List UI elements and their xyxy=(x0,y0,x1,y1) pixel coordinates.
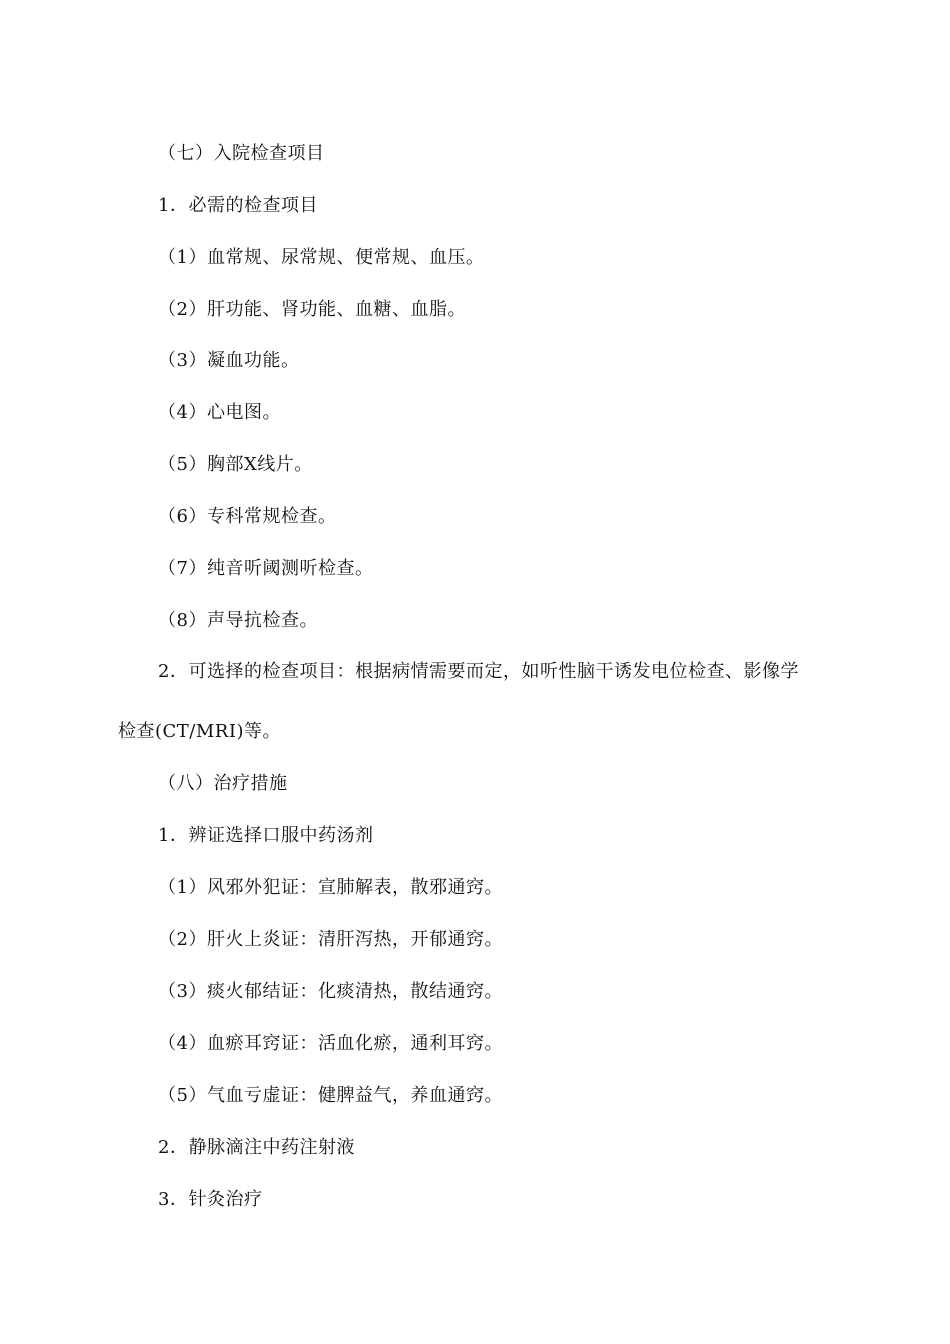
list-item: （5）气血亏虚证：健脾益气，养血通窍。 xyxy=(158,1085,503,1106)
list-item: （2）肝功能、肾功能、血糖、血脂。 xyxy=(158,299,466,320)
list-item: （7）纯音听阈测听检查。 xyxy=(158,558,374,579)
list-item: （5）胸部X线片。 xyxy=(158,454,313,475)
list-item: （4）心电图。 xyxy=(158,402,281,423)
required-tests-heading: 1．必需的检查项目 xyxy=(158,195,318,216)
list-item: （1）血常规、尿常规、便常规、血压。 xyxy=(158,247,485,268)
list-item: （3）凝血功能。 xyxy=(158,350,300,371)
optional-tests-paragraph-continued: 检查(CT/MRI)等。 xyxy=(118,721,281,742)
optional-tests-paragraph: 2．可选择的检查项目：根据病情需要而定，如听性脑干诱发电位检查、影像学 xyxy=(158,661,799,682)
oral-decoction-heading: 1．辨证选择口服中药汤剂 xyxy=(158,825,374,846)
list-item: （2）肝火上炎证：清肝泻热，开郁通窍。 xyxy=(158,929,503,950)
section-heading-treatment: （八）治疗措施 xyxy=(158,773,288,794)
list-item: （1）风邪外犯证：宣肺解表，散邪通窍。 xyxy=(158,877,503,898)
list-item: （8）声导抗检查。 xyxy=(158,610,318,631)
iv-injection-heading: 2．静脉滴注中药注射液 xyxy=(158,1137,355,1158)
list-item: （6）专科常规检查。 xyxy=(158,506,337,527)
list-item: （4）血瘀耳窍证：活血化瘀，通利耳窍。 xyxy=(158,1033,503,1054)
acupuncture-heading: 3．针灸治疗 xyxy=(158,1189,263,1210)
section-heading-admission-tests: （七）入院检查项目 xyxy=(158,143,325,164)
list-item: （3）痰火郁结证：化痰清热，散结通窍。 xyxy=(158,981,503,1002)
